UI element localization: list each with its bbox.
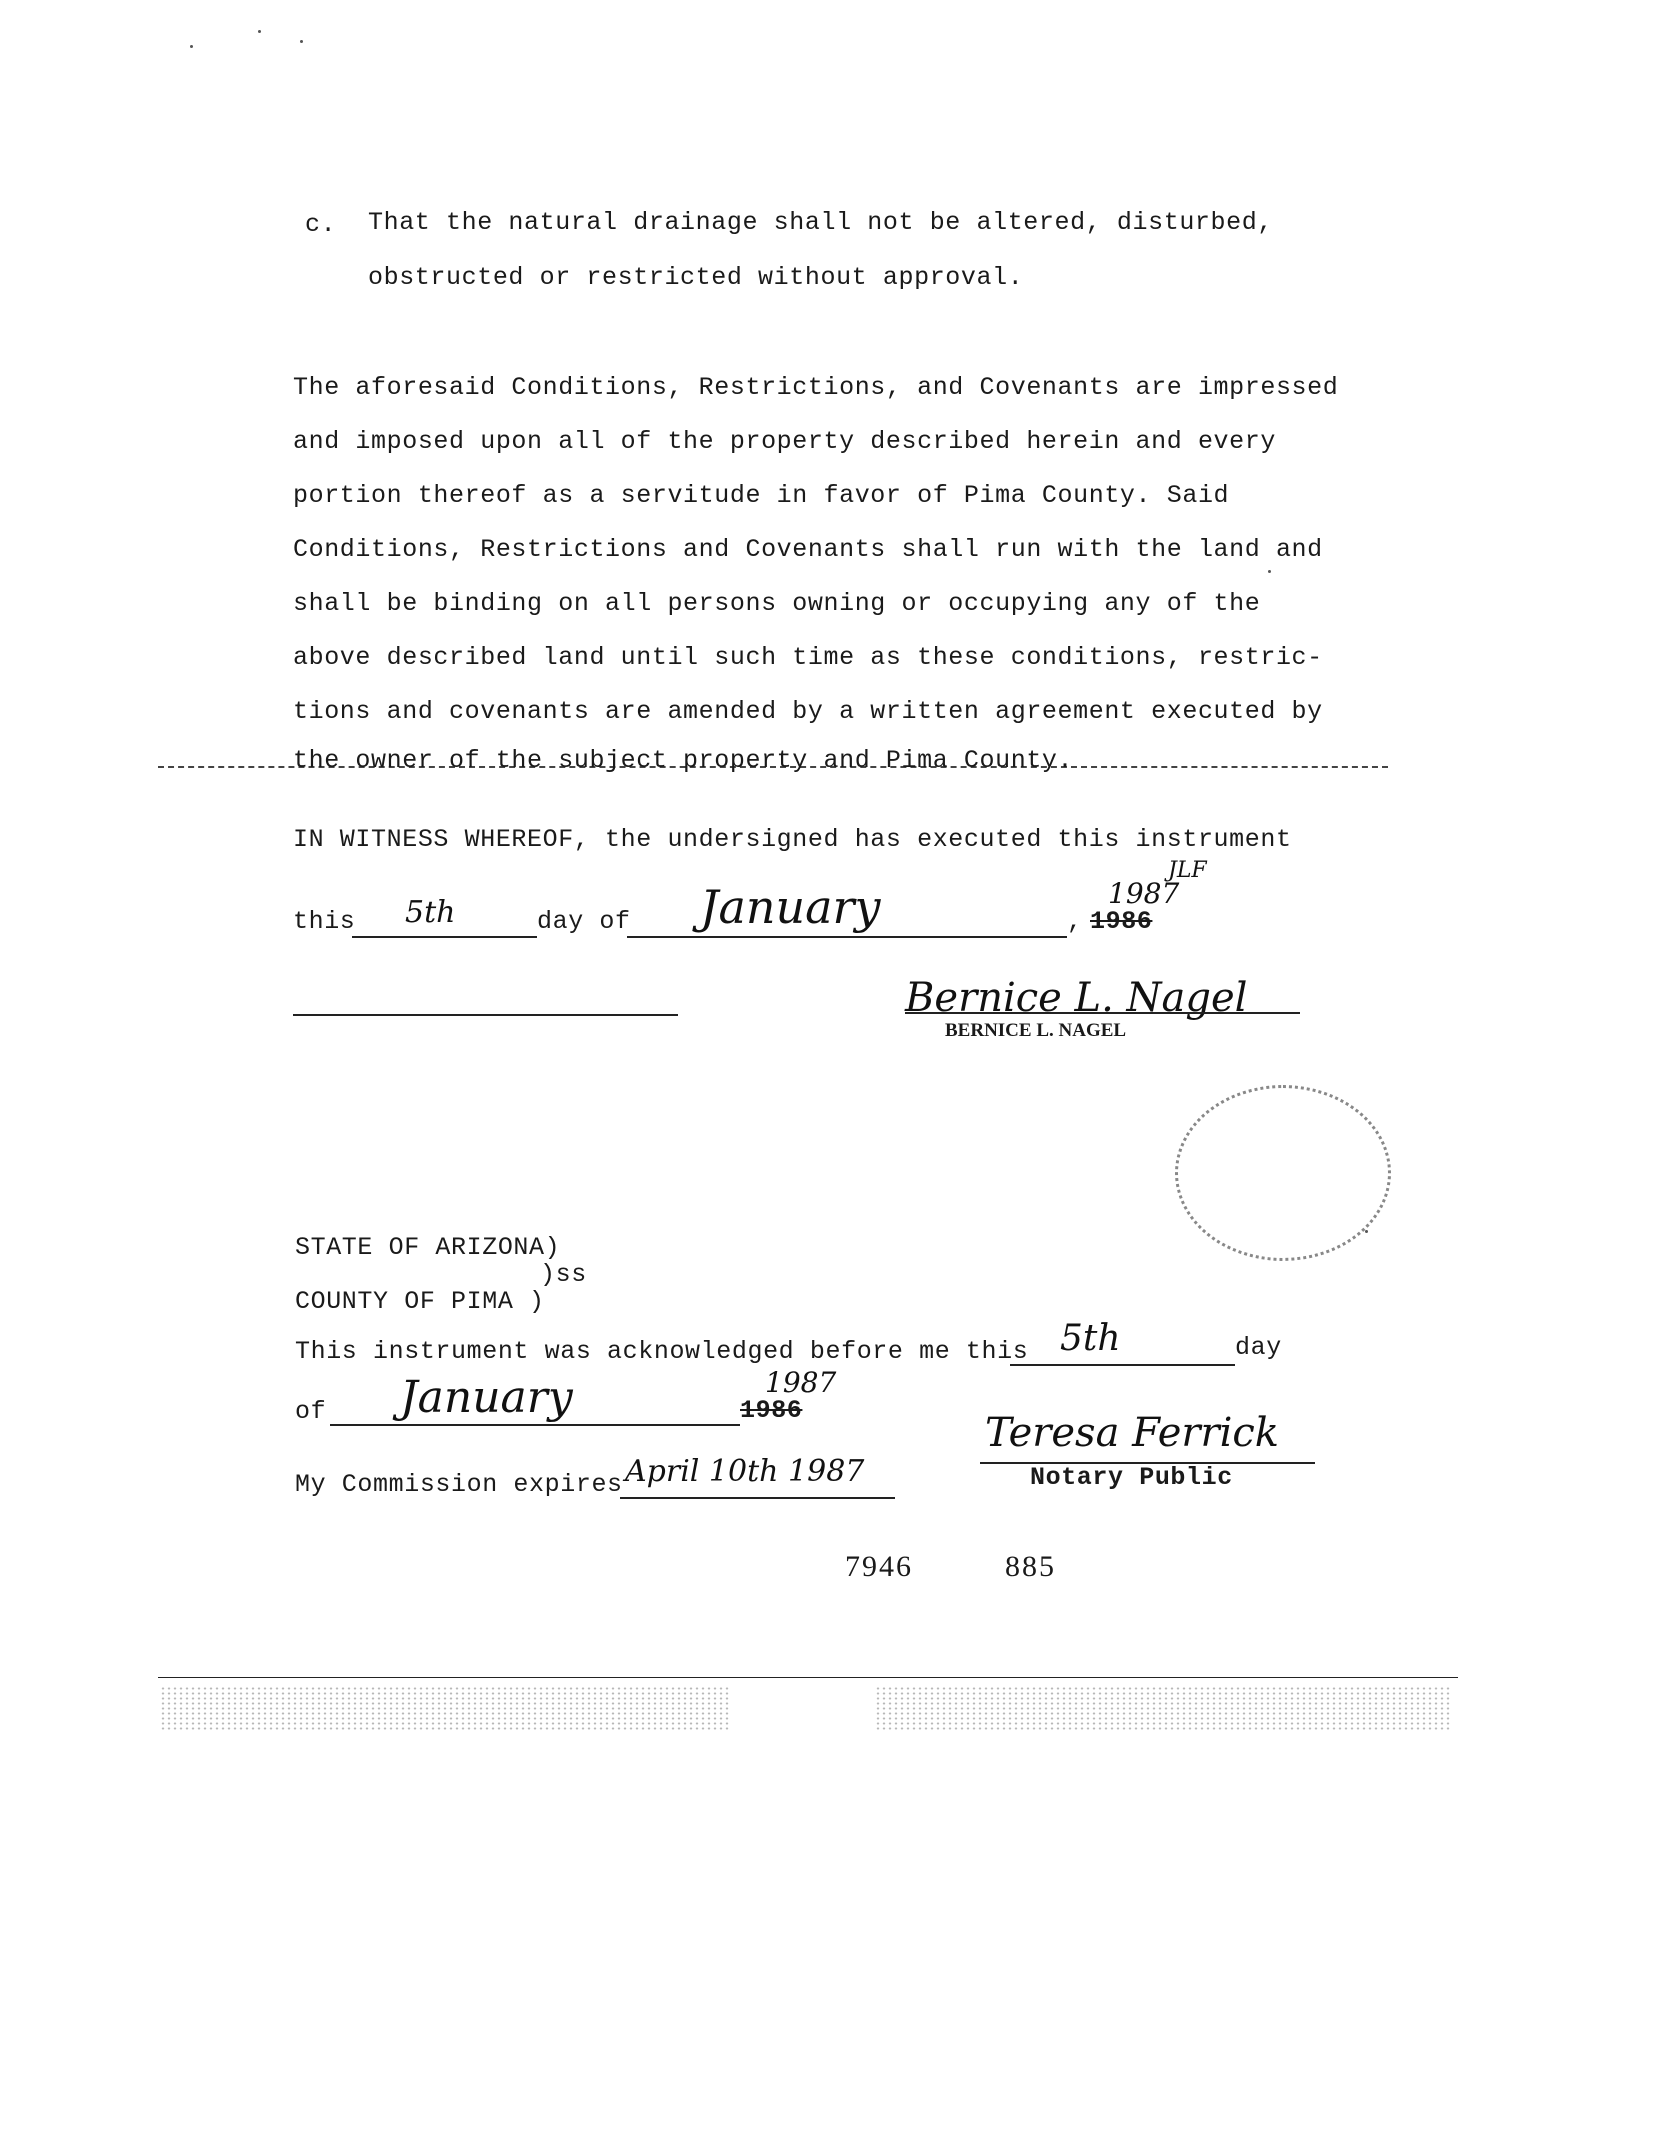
ack-month-handwritten: January [400,1372,573,1423]
clause-c-line-1: That the natural drainage shall not be altered, disturbed, [368,208,1273,237]
scan-speck [258,30,261,33]
bottom-rule [158,1677,1458,1678]
acknowledgment-text: This instrument was acknowledged before me this [295,1337,1029,1366]
day-blank-line [352,936,537,938]
notary-seal-impression [1175,1085,1391,1261]
scan-speck [1365,1230,1368,1233]
signer-signature: Bernice L. Nagel [905,975,1248,1021]
ack-year-struck: 1986 [740,1396,803,1425]
notary-title: Notary Public [1030,1463,1233,1492]
ack-day-blank-line [1010,1364,1235,1366]
county-line: COUNTY OF PIMA ) [295,1287,545,1316]
paragraph-line: shall be binding on all persons owning or occupying any of the [293,589,1261,618]
day-of-label: day of [537,907,631,936]
scan-speck [300,40,303,43]
commission-label: My Commission expires [295,1470,623,1499]
of-label: of [295,1397,327,1426]
day-handwritten: 5th [405,895,456,930]
ack-month-blank-line [330,1424,740,1426]
year-struck: 1986 [1090,907,1153,936]
commission-blank-line [620,1497,895,1499]
ack-day-handwritten: 5th [1060,1318,1121,1359]
notary-signature: Teresa Ferrick [985,1410,1280,1456]
ack-year-handwritten: 1987 [765,1366,837,1399]
paragraph-line: the owner of the subject property and Pima County. [293,746,1074,775]
witness-signature-line [293,1014,678,1016]
paragraph-line: Conditions, Restrictions and Covenants shall run with the land and [293,535,1323,564]
state-line: STATE OF ARIZONA) [295,1233,561,1262]
this-label: this [293,907,356,936]
clause-c-line-2: obstructed or restricted without approval. [368,263,1024,292]
paragraph-line: portion thereof as a servitude in favor of Pima County. Said [293,481,1230,510]
year-handwritten: 1987 [1108,877,1180,910]
scan-speck [190,45,193,48]
paragraph-line: and imposed upon all of the property described herein and every [293,427,1276,456]
signer-printed-name: BERNICE L. NAGEL [945,1020,1127,1041]
docket-number: 7946 [845,1550,913,1583]
signer-signature-line [905,1012,1300,1014]
month-blank-line [627,936,1067,938]
witness-line: IN WITNESS WHEREOF, the undersigned has executed this instrument [293,825,1292,854]
initials-handwritten: JLF [1168,858,1207,883]
month-handwritten: January [700,880,881,934]
day-label: day [1235,1333,1282,1362]
commission-handwritten: April 10th 1987 [625,1454,865,1489]
page-number: 885 [1005,1550,1056,1583]
scan-speck [1268,570,1271,573]
scan-noise-right [875,1686,1450,1732]
paragraph-line: above described land until such time as these conditions, restric- [293,643,1323,672]
ss-mark: )ss [540,1260,587,1289]
scan-noise-left [160,1686,730,1732]
comma-mark: , [1067,907,1083,936]
paragraph-line: The aforesaid Conditions, Restrictions, and Covenants are impressed [293,373,1339,402]
clause-label: c. [305,210,337,239]
paragraph-line: tions and covenants are amended by a written agreement executed by [293,697,1323,726]
